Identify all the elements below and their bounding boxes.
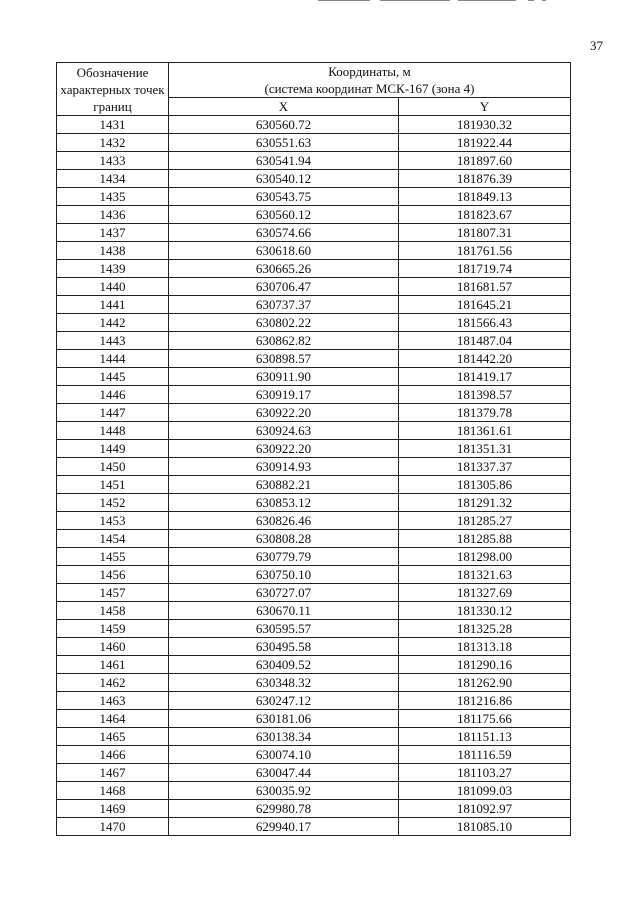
point-id-cell: 1441 [57, 296, 169, 314]
table-row [57, 242, 571, 260]
point-id-cell: 1462 [57, 674, 169, 692]
y-coordinate-cell: 181175.66 [399, 710, 571, 728]
y-coordinate-cell: 181930.32 [399, 116, 571, 134]
x-coordinate-cell: 630750.10 [169, 566, 399, 584]
y-coordinate-cell: 181285.88 [399, 530, 571, 548]
x-coordinate-cell: 630911.90 [169, 368, 399, 386]
table-row [57, 116, 571, 134]
y-coordinate-cell: 181487.04 [399, 332, 571, 350]
x-coordinate-cell: 630706.47 [169, 278, 399, 296]
table-row [57, 350, 571, 368]
y-coordinate-cell: 181442.20 [399, 350, 571, 368]
point-id-cell: 1463 [57, 692, 169, 710]
table-row [57, 800, 571, 818]
table-row [57, 530, 571, 548]
coordinates-header [169, 63, 571, 98]
point-id-cell: 1461 [57, 656, 169, 674]
table-row [57, 206, 571, 224]
x-coordinate-cell: 630862.82 [169, 332, 399, 350]
y-coordinate-cell: 181151.13 [399, 728, 571, 746]
y-coordinate-cell: 181290.16 [399, 656, 571, 674]
y-coordinate-cell: 181922.44 [399, 134, 571, 152]
table-row [57, 584, 571, 602]
x-coordinate-cell: 630670.11 [169, 602, 399, 620]
point-id-cell: 1446 [57, 386, 169, 404]
point-id-cell: 1447 [57, 404, 169, 422]
point-id-cell: 1470 [57, 818, 169, 836]
x-coordinate-cell: 630922.20 [169, 404, 399, 422]
table-row [57, 314, 571, 332]
x-coordinate-cell: 630560.12 [169, 206, 399, 224]
table-row [57, 386, 571, 404]
y-coordinate-cell: 181330.12 [399, 602, 571, 620]
y-coordinate-cell: 181285.27 [399, 512, 571, 530]
y-coordinate-cell: 181761.56 [399, 242, 571, 260]
y-coordinate-cell: 181849.13 [399, 188, 571, 206]
point-id-cell: 1449 [57, 440, 169, 458]
point-id-cell: 1453 [57, 512, 169, 530]
y-coordinate-cell: 181566.43 [399, 314, 571, 332]
table-row [57, 818, 571, 836]
table-row [57, 458, 571, 476]
y-coordinate-cell: 181325.28 [399, 620, 571, 638]
y-coordinate-cell: 181099.03 [399, 782, 571, 800]
x-coordinate-cell: 630047.44 [169, 764, 399, 782]
point-id-cell: 1440 [57, 278, 169, 296]
x-coordinate-cell: 630853.12 [169, 494, 399, 512]
point-id-cell: 1457 [57, 584, 169, 602]
point-id-cell: 1464 [57, 710, 169, 728]
point-id-cell: 1444 [57, 350, 169, 368]
point-designation-header: Обозначение характерных точек границ [57, 63, 169, 116]
point-id-cell: 1445 [57, 368, 169, 386]
x-coordinate-cell: 630551.63 [169, 134, 399, 152]
x-coordinate-cell: 630914.93 [169, 458, 399, 476]
y-coordinate-cell: 181897.60 [399, 152, 571, 170]
y-coordinate-cell: 181337.37 [399, 458, 571, 476]
table-row [57, 656, 571, 674]
point-id-cell: 1468 [57, 782, 169, 800]
x-coordinate-cell: 630035.92 [169, 782, 399, 800]
y-coordinate-cell: 181103.27 [399, 764, 571, 782]
x-coordinate-cell: 630826.46 [169, 512, 399, 530]
point-id-cell: 1434 [57, 170, 169, 188]
table-row [57, 440, 571, 458]
y-coordinate-cell: 181398.57 [399, 386, 571, 404]
point-id-cell: 1455 [57, 548, 169, 566]
x-coordinate-cell: 630898.57 [169, 350, 399, 368]
coordinates-title: Координаты, м [328, 64, 411, 79]
y-coordinate-cell: 181419.17 [399, 368, 571, 386]
point-id-cell: 1469 [57, 800, 169, 818]
table-row [57, 260, 571, 278]
y-coordinate-cell: 181092.97 [399, 800, 571, 818]
table-row [57, 782, 571, 800]
x-coordinate-cell: 630574.66 [169, 224, 399, 242]
table-row [57, 512, 571, 530]
x-coordinate-cell: 630495.58 [169, 638, 399, 656]
point-id-cell: 1460 [57, 638, 169, 656]
y-coordinate-cell: 181876.39 [399, 170, 571, 188]
table-row [57, 674, 571, 692]
table-row [57, 332, 571, 350]
table-row [57, 368, 571, 386]
point-id-cell: 1458 [57, 602, 169, 620]
x-coordinate-cell: 630727.07 [169, 584, 399, 602]
table-row [57, 566, 571, 584]
table-row [57, 638, 571, 656]
y-coordinate-cell: 181379.78 [399, 404, 571, 422]
point-id-cell: 1438 [57, 242, 169, 260]
scan-top-marks [318, 0, 618, 2]
x-coordinate-cell: 630924.63 [169, 422, 399, 440]
x-coordinate-cell: 630541.94 [169, 152, 399, 170]
page-number: 37 [590, 38, 603, 53]
point-id-cell: 1432 [57, 134, 169, 152]
x-coordinate-cell: 630074.10 [169, 746, 399, 764]
table-row [57, 602, 571, 620]
point-id-cell: 1456 [57, 566, 169, 584]
table-row [57, 170, 571, 188]
table-row [57, 422, 571, 440]
y-coordinate-cell: 181216.86 [399, 692, 571, 710]
point-id-cell: 1467 [57, 764, 169, 782]
table-row [57, 494, 571, 512]
x-coordinate-cell: 630540.12 [169, 170, 399, 188]
point-id-cell: 1465 [57, 728, 169, 746]
y-coordinate-cell: 181116.59 [399, 746, 571, 764]
y-coordinate-cell: 181823.67 [399, 206, 571, 224]
table-row [57, 278, 571, 296]
x-coordinate-cell: 630543.75 [169, 188, 399, 206]
y-coordinate-cell: 181807.31 [399, 224, 571, 242]
point-id-cell: 1448 [57, 422, 169, 440]
table-row [57, 692, 571, 710]
table-row [57, 188, 571, 206]
x-coordinate-cell: 630665.26 [169, 260, 399, 278]
y-coordinate-cell: 181681.57 [399, 278, 571, 296]
table-row [57, 296, 571, 314]
point-id-cell: 1433 [57, 152, 169, 170]
x-coordinate-cell: 630737.37 [169, 296, 399, 314]
point-id-cell: 1452 [57, 494, 169, 512]
table-row [57, 152, 571, 170]
table-row [57, 224, 571, 242]
x-coordinate-cell: 630247.12 [169, 692, 399, 710]
x-coordinate-cell: 630409.52 [169, 656, 399, 674]
table-body [57, 116, 571, 836]
y-coordinate-cell: 181361.61 [399, 422, 571, 440]
point-id-cell: 1466 [57, 746, 169, 764]
point-id-cell: 1459 [57, 620, 169, 638]
y-coordinate-cell: 181313.18 [399, 638, 571, 656]
table-row [57, 548, 571, 566]
y-coordinate-cell: 181321.63 [399, 566, 571, 584]
table-row [57, 728, 571, 746]
y-coordinate-cell: 181298.00 [399, 548, 571, 566]
point-id-cell: 1436 [57, 206, 169, 224]
point-id-cell: 1451 [57, 476, 169, 494]
x-coordinate-cell: 630348.32 [169, 674, 399, 692]
column-x-header: X [169, 98, 399, 116]
y-coordinate-cell: 181305.86 [399, 476, 571, 494]
x-coordinate-cell: 630802.22 [169, 314, 399, 332]
table-row [57, 620, 571, 638]
point-id-cell: 1450 [57, 458, 169, 476]
y-coordinate-cell: 181351.31 [399, 440, 571, 458]
table-row [57, 476, 571, 494]
column-y-header: Y [399, 98, 571, 116]
x-coordinate-cell: 630779.79 [169, 548, 399, 566]
x-coordinate-cell: 630922.20 [169, 440, 399, 458]
table-row [57, 764, 571, 782]
point-id-cell: 1437 [57, 224, 169, 242]
y-coordinate-cell: 181085.10 [399, 818, 571, 836]
table-row [57, 404, 571, 422]
y-coordinate-cell: 181645.21 [399, 296, 571, 314]
point-id-cell: 1431 [57, 116, 169, 134]
point-id-cell: 1435 [57, 188, 169, 206]
x-coordinate-cell: 630181.06 [169, 710, 399, 728]
x-coordinate-cell: 630560.72 [169, 116, 399, 134]
coordinate-system: (система координат МСК-167 (зона 4) [264, 81, 475, 96]
y-coordinate-cell: 181327.69 [399, 584, 571, 602]
table-row [57, 746, 571, 764]
coordinates-table [56, 62, 571, 836]
x-coordinate-cell: 630138.34 [169, 728, 399, 746]
point-id-cell: 1442 [57, 314, 169, 332]
x-coordinate-cell: 630808.28 [169, 530, 399, 548]
y-coordinate-cell: 181719.74 [399, 260, 571, 278]
point-id-cell: 1439 [57, 260, 169, 278]
x-coordinate-cell: 630618.60 [169, 242, 399, 260]
x-coordinate-cell: 629940.17 [169, 818, 399, 836]
point-id-cell: 1443 [57, 332, 169, 350]
y-coordinate-cell: 181291.32 [399, 494, 571, 512]
x-coordinate-cell: 630595.57 [169, 620, 399, 638]
table-row [57, 134, 571, 152]
point-id-cell: 1454 [57, 530, 169, 548]
table-row [57, 710, 571, 728]
x-coordinate-cell: 630882.21 [169, 476, 399, 494]
x-coordinate-cell: 629980.78 [169, 800, 399, 818]
y-coordinate-cell: 181262.90 [399, 674, 571, 692]
x-coordinate-cell: 630919.17 [169, 386, 399, 404]
